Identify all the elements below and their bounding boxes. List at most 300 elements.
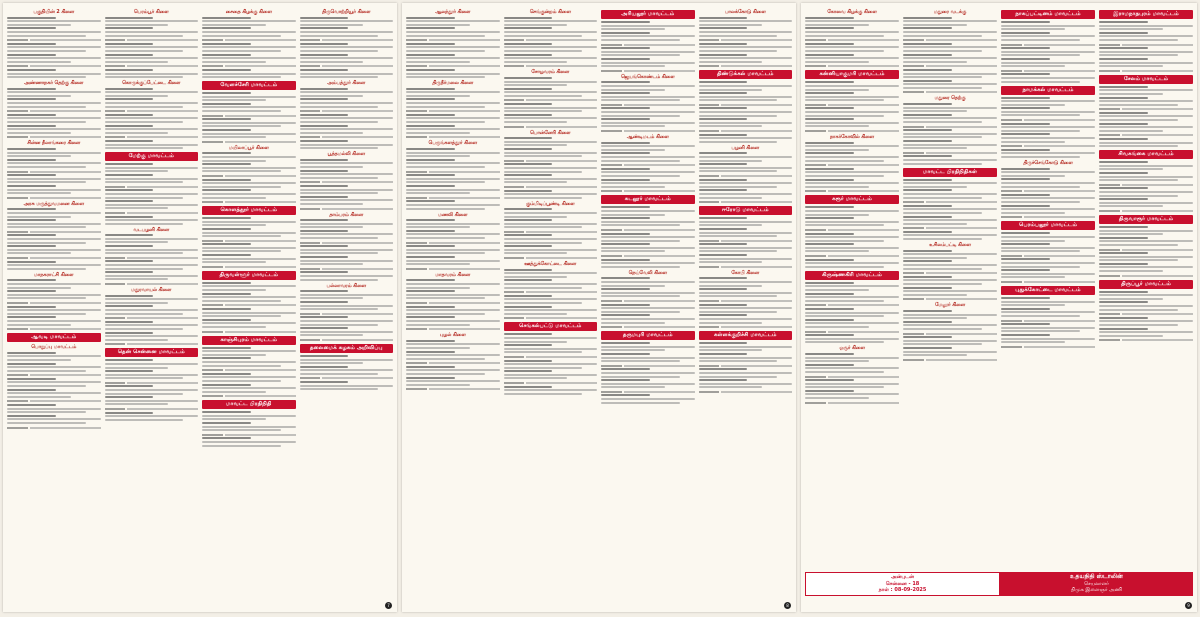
appointment-entry	[300, 316, 394, 325]
branch-heading: மணலி கிளை	[438, 212, 468, 218]
appointment-entry	[1001, 168, 1095, 177]
text-line	[805, 96, 899, 98]
text-line	[202, 347, 251, 349]
appointment-entry	[1001, 205, 1095, 219]
text-line	[699, 179, 748, 181]
text-line	[105, 144, 199, 146]
text-line	[300, 24, 364, 26]
text-line	[1001, 175, 1065, 177]
appointment-entry	[406, 245, 500, 254]
text-line	[105, 163, 154, 165]
text-line	[105, 412, 154, 414]
text-line	[699, 163, 748, 165]
text-line	[105, 393, 184, 395]
ward-row	[1001, 43, 1095, 46]
text-line	[699, 186, 778, 188]
ward-row	[903, 332, 997, 335]
text-line	[406, 358, 485, 360]
text-line	[300, 199, 394, 201]
appointment-entry	[202, 152, 296, 161]
text-line	[300, 125, 349, 127]
text-line	[406, 219, 455, 221]
appointment-entry	[1001, 97, 1095, 106]
text-line	[1001, 262, 1095, 264]
ward-row	[202, 114, 296, 117]
text-line	[300, 373, 379, 375]
text-line	[1099, 226, 1148, 228]
appointment-entry	[300, 170, 394, 184]
text-line	[504, 193, 598, 195]
text-line	[105, 252, 184, 254]
text-line	[1099, 130, 1163, 132]
text-line	[406, 369, 500, 371]
appointment-entry	[1001, 21, 1095, 30]
text-line	[805, 50, 884, 52]
appointment-entry	[406, 98, 500, 112]
appointment-entry	[300, 327, 394, 341]
text-line	[105, 400, 199, 402]
text-line	[7, 102, 101, 104]
text-line	[300, 95, 364, 97]
text-line	[504, 389, 598, 391]
text-line	[601, 346, 695, 348]
appointment-entry	[699, 27, 793, 41]
text-line	[202, 235, 281, 237]
appointment-entry	[504, 174, 598, 188]
text-line	[601, 322, 665, 324]
text-column	[1001, 7, 1095, 568]
text-line	[504, 61, 568, 63]
text-line	[1099, 32, 1148, 34]
appointment-entry	[105, 140, 199, 149]
text-line	[105, 167, 199, 169]
text-line	[1099, 266, 1193, 268]
appointment-entry	[406, 185, 500, 199]
appointment-entry	[601, 353, 695, 367]
appointment-entry	[406, 340, 500, 349]
text-line	[300, 271, 349, 273]
appointment-entry	[601, 288, 695, 302]
text-line	[1099, 291, 1148, 293]
text-line	[1001, 266, 1080, 268]
text-line	[805, 57, 899, 59]
appointment-entry	[699, 304, 793, 313]
text-line	[202, 129, 251, 131]
text-line	[406, 343, 500, 345]
text-line	[805, 386, 884, 388]
ward-row	[699, 64, 793, 67]
branch-heading: தாம்பரம் கிளை	[329, 212, 364, 218]
text-line	[406, 283, 500, 285]
text-line	[601, 376, 680, 378]
text-line	[1001, 77, 1095, 79]
appointment-entry	[105, 271, 199, 285]
text-line	[300, 20, 394, 22]
text-line	[601, 47, 650, 49]
text-line	[1001, 104, 1065, 106]
text-line	[105, 88, 154, 90]
branch-heading: ஆலந்தூர் கிளை	[435, 10, 471, 15]
text-line	[1001, 141, 1065, 143]
text-line	[300, 147, 379, 149]
appointment-entry	[300, 114, 394, 123]
text-line	[903, 69, 952, 71]
text-line	[406, 237, 485, 239]
text-line	[202, 365, 281, 367]
text-line	[699, 152, 748, 154]
text-line	[105, 385, 154, 387]
ward-row	[300, 109, 394, 112]
appointment-entry	[7, 27, 101, 41]
appointment-entry	[300, 196, 394, 210]
text-line	[903, 136, 982, 138]
text-line	[1001, 32, 1050, 34]
appointment-entry	[406, 200, 500, 209]
appointment-entry	[202, 373, 296, 382]
appointment-entry	[1001, 178, 1095, 192]
text-line	[300, 132, 364, 134]
text-line	[406, 69, 455, 71]
ward-row	[300, 135, 394, 138]
text-line	[300, 31, 394, 33]
appointment-entry	[805, 390, 899, 404]
text-line	[601, 51, 695, 53]
text-line	[805, 175, 884, 177]
text-line	[699, 122, 793, 124]
ward-row	[805, 189, 899, 192]
text-line	[903, 231, 952, 233]
text-line	[7, 261, 56, 263]
text-line	[406, 373, 485, 375]
text-line	[699, 376, 778, 378]
text-line	[1099, 119, 1178, 121]
text-line	[805, 35, 884, 37]
text-line	[105, 295, 154, 297]
text-line	[7, 287, 71, 289]
ward-row	[504, 230, 598, 233]
text-line	[105, 370, 154, 372]
text-line	[805, 217, 854, 219]
text-line	[903, 129, 952, 131]
text-line	[105, 309, 199, 311]
text-line	[202, 167, 296, 169]
text-line	[1099, 205, 1163, 207]
text-line	[805, 168, 854, 170]
ward-row	[406, 387, 500, 390]
appointment-entry	[903, 179, 997, 188]
text-line	[601, 206, 650, 208]
appointment-entry	[504, 295, 598, 304]
text-line	[1001, 330, 1080, 332]
text-line	[504, 393, 583, 395]
text-line	[601, 65, 665, 67]
appointment-entry	[105, 216, 199, 225]
text-line	[805, 85, 899, 87]
text-line	[601, 394, 650, 396]
ward-row	[1099, 69, 1193, 72]
text-line	[805, 206, 854, 208]
text-line	[903, 57, 997, 59]
appointment-entry	[601, 58, 695, 72]
appointment-entry	[7, 185, 101, 199]
appointment-entry	[105, 234, 199, 243]
text-line	[105, 419, 184, 421]
appointment-entry	[105, 321, 199, 330]
ward-row	[1001, 144, 1095, 147]
text-line	[601, 221, 695, 223]
text-line	[601, 99, 680, 101]
text-line	[7, 381, 101, 383]
text-line	[7, 366, 101, 368]
text-line	[699, 304, 748, 306]
appointment-entry	[601, 342, 695, 351]
text-line	[300, 102, 394, 104]
text-line	[202, 422, 251, 424]
text-line	[202, 415, 296, 417]
text-line	[300, 166, 364, 168]
text-line	[406, 174, 455, 176]
ward-row	[105, 256, 199, 259]
text-line	[504, 348, 598, 350]
branch-heading: பெரம்பூர் கிளை	[133, 10, 169, 15]
text-line	[601, 25, 695, 27]
text-column	[601, 7, 695, 608]
text-line	[903, 103, 952, 105]
text-line	[7, 24, 71, 26]
text-line	[699, 35, 778, 37]
text-line	[805, 111, 899, 113]
text-line	[7, 249, 101, 251]
text-line	[406, 380, 500, 382]
appointment-entry	[1099, 172, 1193, 186]
district-heading: மேற்கு மாவட்டம்	[105, 152, 199, 161]
text-line	[406, 162, 500, 164]
ward-row	[202, 265, 296, 268]
text-line	[504, 234, 553, 236]
text-line	[300, 189, 394, 191]
district-heading: திருவள்ளூர் மாவட்டம்	[202, 271, 296, 280]
text-line	[105, 204, 199, 206]
text-line	[805, 149, 869, 151]
text-line	[1099, 93, 1163, 95]
text-line	[601, 179, 650, 181]
text-line	[406, 294, 500, 296]
text-line	[7, 418, 101, 420]
text-line	[300, 61, 364, 63]
text-line	[504, 171, 583, 173]
text-line	[202, 250, 281, 252]
text-line	[601, 285, 665, 287]
text-line	[202, 411, 251, 413]
text-line	[699, 386, 763, 388]
text-line	[601, 314, 650, 316]
text-line	[903, 35, 982, 37]
appointment-entry	[805, 319, 899, 333]
text-line	[202, 354, 266, 356]
text-line	[300, 331, 394, 333]
appointment-entry	[7, 389, 101, 403]
text-line	[805, 81, 854, 83]
text-line	[903, 223, 967, 225]
appointment-entry	[504, 77, 598, 86]
text-line	[504, 95, 583, 97]
branch-heading: திருச்செங்கோடு கிளை	[1023, 161, 1073, 166]
appointment-entry	[699, 92, 793, 106]
text-column	[105, 7, 199, 608]
district-heading: திருப்பூர் மாவட்டம்	[1099, 280, 1193, 289]
appointment-entry	[300, 301, 394, 315]
appointment-entry	[699, 189, 793, 203]
ward-row	[699, 129, 793, 132]
appointment-entry	[601, 81, 695, 90]
text-line	[300, 301, 349, 303]
ward-row	[300, 180, 394, 183]
text-line	[601, 89, 665, 91]
text-line	[406, 320, 500, 322]
text-line	[805, 61, 869, 63]
text-line	[699, 281, 793, 283]
text-line	[1001, 62, 1095, 64]
text-line	[300, 88, 349, 90]
text-line	[202, 445, 281, 447]
text-line	[699, 20, 793, 22]
appointment-entry	[903, 260, 997, 274]
appointment-entry	[601, 379, 695, 393]
text-line	[699, 277, 748, 279]
text-line	[699, 160, 763, 162]
text-line	[7, 363, 56, 365]
newspaper-page-left	[3, 3, 397, 612]
text-line	[1001, 178, 1050, 180]
text-line	[903, 208, 997, 210]
ward-row	[504, 185, 598, 188]
text-line	[7, 50, 86, 52]
text-line	[805, 250, 869, 252]
appointment-entry	[903, 310, 997, 319]
text-line	[903, 147, 967, 149]
ward-row	[1099, 209, 1193, 212]
text-line	[105, 313, 184, 315]
ward-row	[805, 163, 899, 166]
text-line	[504, 272, 598, 274]
branch-heading: நாகர்கோவில் கிளை	[829, 135, 875, 141]
text-line	[7, 359, 71, 361]
text-line	[504, 20, 598, 22]
text-line	[1001, 168, 1050, 170]
appointment-entry	[105, 412, 199, 421]
text-line	[805, 243, 854, 245]
text-line	[504, 212, 598, 214]
text-line	[504, 163, 553, 165]
text-line	[202, 357, 251, 359]
appointment-entry	[1001, 243, 1095, 257]
appointment-entry	[202, 54, 296, 68]
text-line	[504, 223, 598, 225]
appointment-entry	[903, 54, 997, 68]
appointment-entry	[406, 114, 500, 123]
text-line	[300, 308, 379, 310]
text-line	[1099, 123, 1148, 125]
text-line	[202, 189, 251, 191]
text-line	[504, 287, 583, 289]
ward-row	[601, 69, 695, 72]
ward-row	[699, 200, 793, 203]
appointment-entry	[504, 190, 598, 199]
text-line	[1001, 276, 1065, 278]
appointment-entry	[903, 155, 997, 164]
text-line	[202, 361, 296, 363]
ward-row	[1099, 274, 1193, 277]
text-line	[699, 96, 793, 98]
text-line	[504, 181, 568, 183]
text-line	[805, 367, 899, 369]
district-heading: கள்ளக்குறிச்சி மாவட்டம்	[699, 331, 793, 340]
text-line	[300, 35, 379, 37]
ward-row	[300, 312, 394, 315]
appointment-entry	[601, 277, 695, 286]
appointment-entry	[1001, 58, 1095, 72]
text-line	[105, 389, 199, 391]
text-line	[504, 121, 568, 123]
text-line	[406, 159, 455, 161]
text-line	[105, 234, 154, 236]
text-line	[1099, 142, 1193, 144]
district-heading: புதுக்கோட்டை மாவட்டம்	[1001, 286, 1095, 295]
text-line	[1001, 133, 1050, 135]
text-line	[406, 185, 455, 187]
branch-heading: பகுதியின் 2 கிளை	[33, 10, 75, 15]
ward-row	[601, 163, 695, 166]
text-line	[7, 181, 86, 183]
text-line	[699, 182, 793, 184]
appointment-entry	[903, 287, 997, 301]
text-line	[1099, 165, 1193, 167]
text-line	[406, 313, 485, 315]
appointment-entry	[202, 129, 296, 143]
text-line	[504, 351, 583, 353]
text-line	[7, 415, 56, 417]
text-line	[300, 316, 349, 318]
appointment-entry	[1099, 226, 1193, 235]
text-line	[202, 103, 251, 105]
appointment-entry	[105, 305, 199, 319]
text-line	[1001, 311, 1095, 313]
district-heading: கடலூர் மாவட்டம்	[601, 195, 695, 204]
text-column	[7, 7, 101, 608]
text-line	[601, 357, 695, 359]
ward-row	[1099, 248, 1193, 251]
text-line	[406, 260, 500, 262]
appointment-entry	[601, 394, 695, 403]
appointment-entry	[1099, 138, 1193, 147]
appointment-entry	[1001, 269, 1095, 283]
text-line	[202, 228, 251, 230]
text-line	[699, 170, 778, 172]
text-line	[406, 192, 470, 194]
text-line	[1099, 317, 1148, 319]
text-line	[1001, 308, 1050, 310]
text-line	[504, 190, 553, 192]
text-line	[202, 24, 266, 26]
text-line	[601, 152, 650, 154]
appointment-entry	[7, 69, 101, 78]
text-line	[903, 257, 967, 259]
appointment-entry	[202, 422, 296, 436]
text-line	[7, 98, 56, 100]
text-line	[7, 174, 56, 176]
text-line	[300, 359, 394, 361]
text-line	[601, 243, 650, 245]
